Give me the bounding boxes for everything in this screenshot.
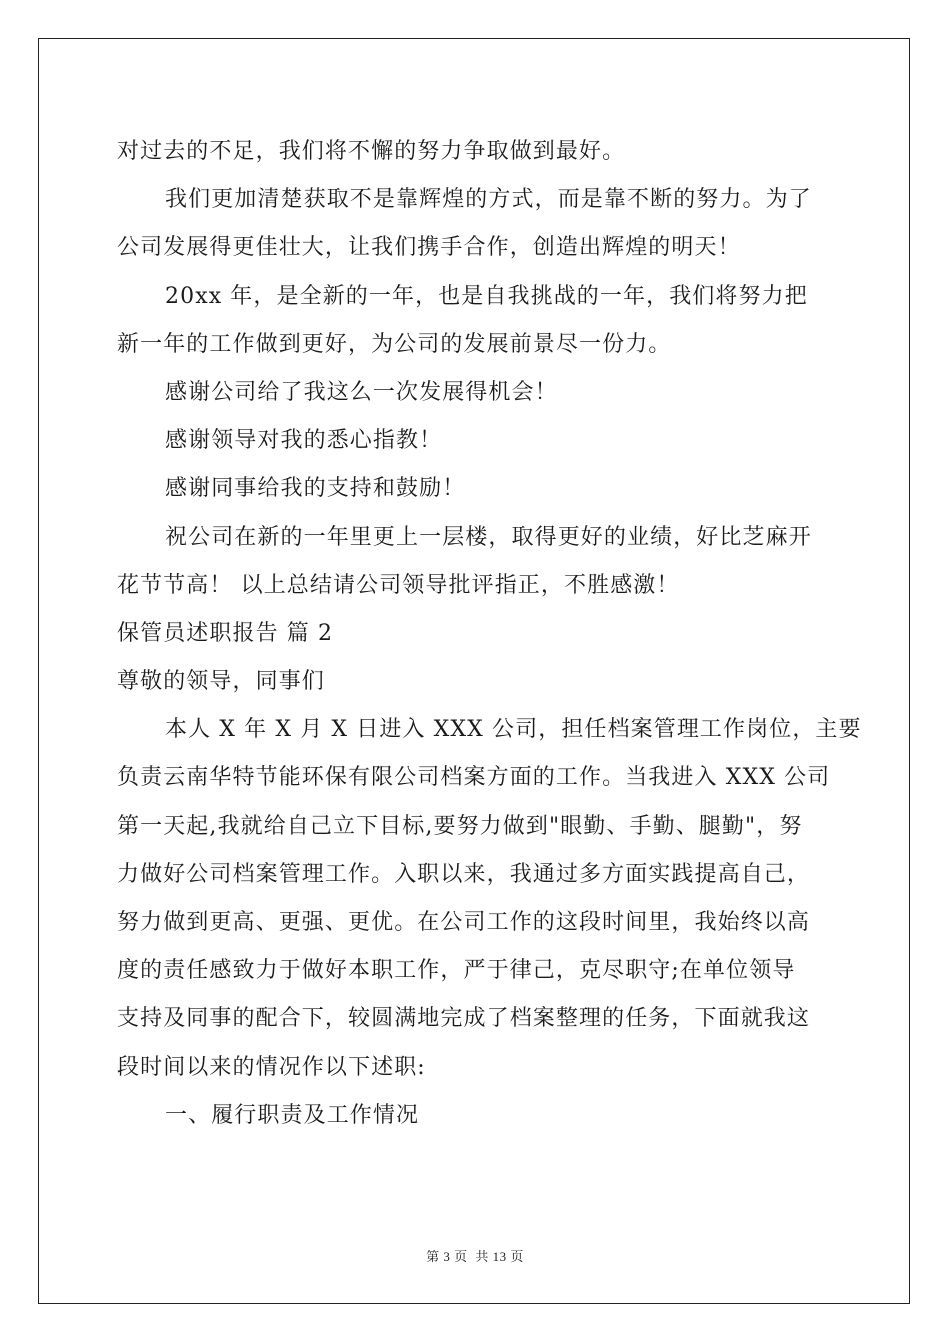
subsection-heading: 一、履行职责及工作情况 bbox=[165, 1102, 420, 1128]
text-line: 20xx 年，是全新的一年，也是自我挑战的一年，我们将努力把 bbox=[165, 283, 808, 309]
text-line: 新一年的工作做到更好，为公司的发展前景尽一份力。 bbox=[117, 331, 672, 357]
section-heading: 保管员述职报告 篇 2 bbox=[117, 620, 334, 646]
text-line: 花节节高！ 以上总结请公司领导批评指正，不胜感激！ bbox=[117, 572, 680, 598]
text-line: 支持及同事的配合下，较圆满地完成了档案整理的任务，下面就我这 bbox=[117, 1006, 811, 1032]
text-line: 我们更加清楚获取不是靠辉煌的方式，而是靠不断的努力。为了 bbox=[165, 187, 812, 213]
text-line: 本人 X 年 X 月 X 日进入 XXX 公司，担任档案管理工作岗位，主要 bbox=[165, 717, 862, 743]
text-line: 祝公司在新的一年里更上一层楼，取得更好的业绩，好比芝麻开 bbox=[165, 524, 812, 550]
text-line: 公司发展得更佳壮大，让我们携手合作，创造出辉煌的明天！ bbox=[117, 235, 741, 261]
text-line: 感谢领导对我的悉心指教！ bbox=[165, 428, 443, 454]
page-footer bbox=[0, 1246, 950, 1265]
document-body bbox=[117, 128, 862, 1140]
page-total: 共 13 页 bbox=[475, 1249, 524, 1264]
text-line: 感谢公司给了我这么一次发展得机会！ bbox=[165, 379, 558, 405]
salutation: 尊敬的领导，同事们 bbox=[117, 669, 325, 695]
text-line: 对过去的不足，我们将不懈的努力争取做到最好。 bbox=[117, 139, 626, 164]
text-line: 感谢同事给我的支持和鼓励！ bbox=[165, 476, 466, 502]
text-line: 度的责任感致力于做好本职工作，严于律己，克尽职守;在单位领导 bbox=[117, 958, 796, 984]
text-line: 段时间以来的情况作以下述职: bbox=[117, 1054, 426, 1080]
text-line: 负责云南华特节能环保有限公司档案方面的工作。当我进入 XXX 公司 bbox=[117, 765, 831, 791]
text-line: 力做好公司档案管理工作。入职以来，我通过多方面实践提高自己， bbox=[117, 861, 811, 887]
page-number: 第 3 页 bbox=[426, 1249, 468, 1264]
text-line: 第一天起,我就给自己立下目标,要努力做到"眼勤、手勤、腿勤"，努 bbox=[117, 813, 803, 839]
text-line: 努力做到更高、更强、更优。在公司工作的这段时间里，我始终以高 bbox=[117, 910, 811, 935]
